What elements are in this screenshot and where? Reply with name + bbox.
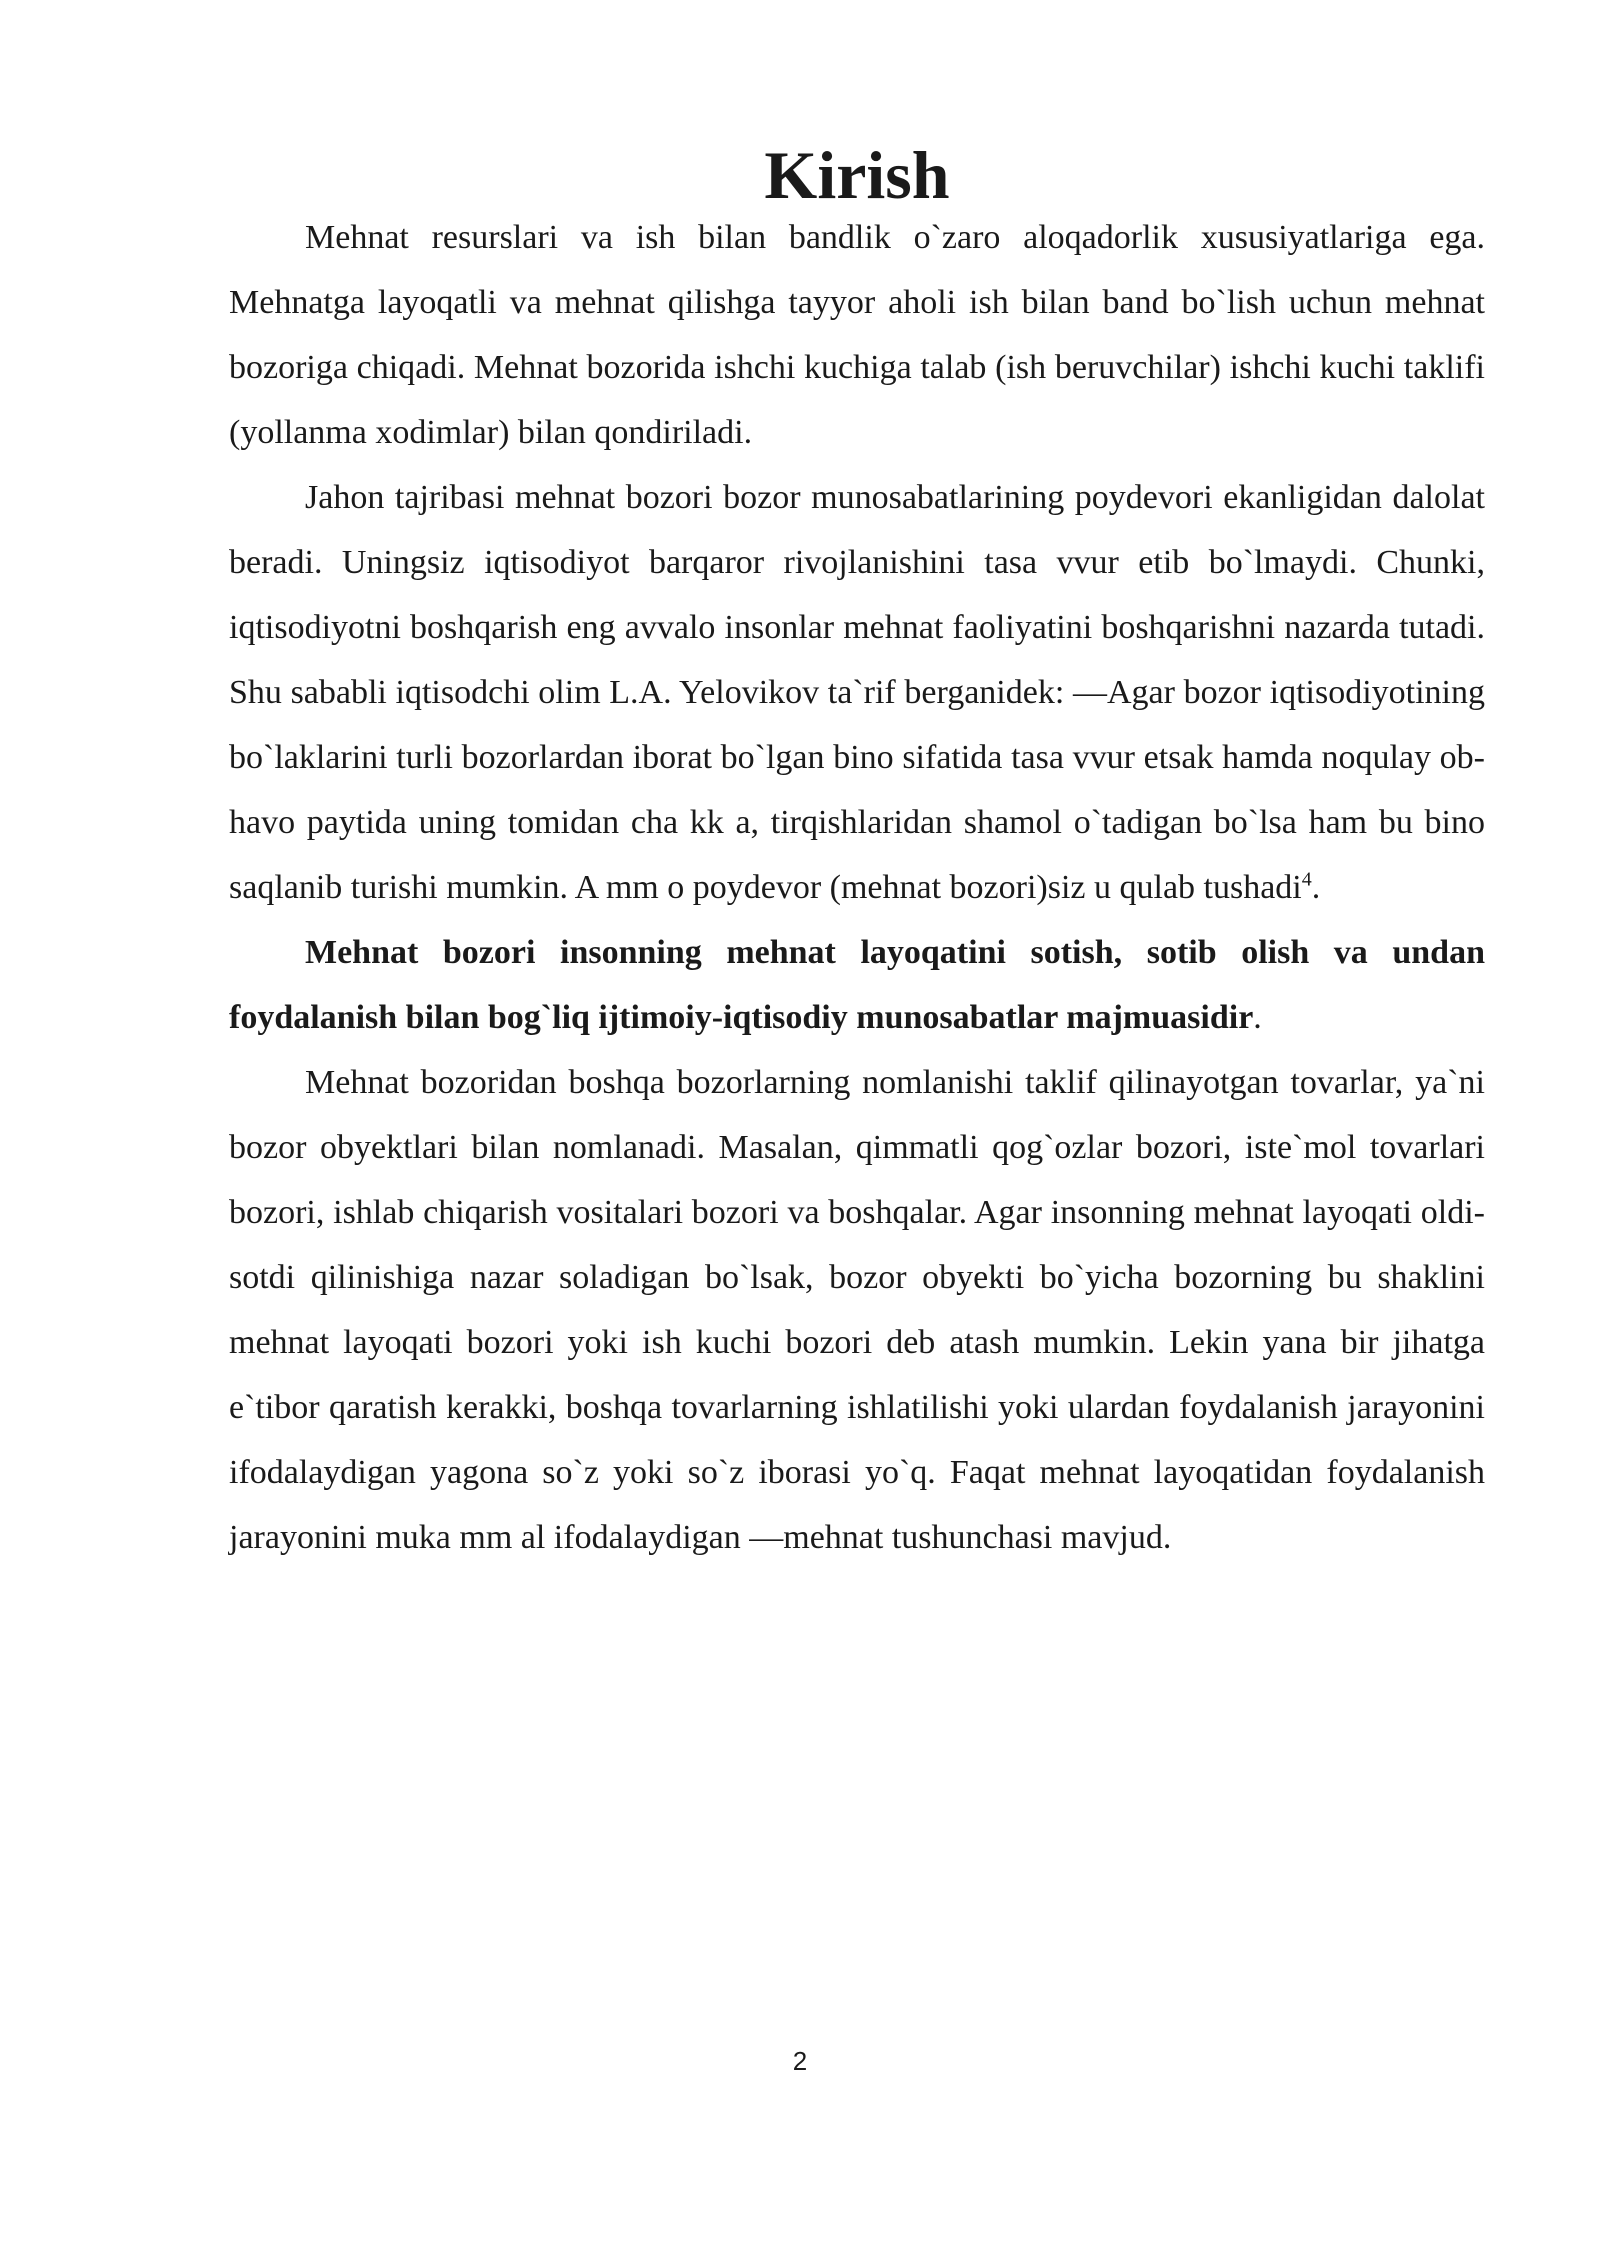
- footnote-reference[interactable]: 4: [1301, 868, 1312, 891]
- paragraph-4-text: Mehnat bozoridan boshqa bozorlarning nomlanishi taklif qilinayotgan tovarlar, ya`ni bozor obyektlari bilan nomlanadi. Masalan, qimmatli qog`ozlar bozori, iste`mol tovarlari bozori, ishlab chiqarish vositalari bozori va boshqalar. Agar insonning mehnat layoqati oldi-sotdi qilinishiga nazar soladigan bo`lsak, bozor obyekti bo`yicha bozorning bu shaklini mehnat layoqati bozori yoki ish kuchi bozori deb atash mumkin. Lekin yana bir jihatga e`tibor qaratish kerakki, boshqa tovarlarning ishlatilishi yoki ulardan foydalanish jarayonini ifodalaydigan yagona so`z yoki so`z iborasi yo`q. Faqat mehnat layoqatidan foydalanish jarayonini muka mm al ifodalaydigan —mehnat tushunchasi mavjud.: [229, 1064, 1485, 1556]
- paragraph-2-end: .: [1311, 869, 1321, 906]
- paragraph-2: [229, 465, 1485, 920]
- page-number: 2: [792, 2046, 808, 2076]
- paragraph-1-text: Mehnat resurslari va ish bilan bandlik o`zaro aloqadorlik xususiyatlariga ega. Mehnatga layoqatli va mehnat qilishga tayyor aholi ish bilan band bo`lish uchun mehnat bozoriga chiqadi. Mehnat bozorida ishchi kuchiga talab (ish beruvchilar) ishchi kuchi taklifi (yollanma xodimlar) bilan qondiriladi.: [229, 219, 1485, 451]
- definition-paragraph: [229, 920, 1485, 1050]
- definition-text: Mehnat bozori insonning mehnat layoqatini sotish, sotib olish va undan foydalanish bilan bog`liq ijtimoiy-iqtisodiy munosabatlar majmuasidir: [229, 934, 1485, 1036]
- definition-end: .: [1253, 999, 1262, 1036]
- paragraph-4: [229, 1050, 1485, 1570]
- document-title: Kirish: [764, 137, 950, 213]
- paragraph-2-text: Jahon tajribasi mehnat bozori bozor munosabatlarining poydevori ekanligidan dalolat beradi. Uningsiz iqtisodiyot barqaror rivojlanishini tasa vvur etib bo`lmaydi. Chunki, iqtisodiyotni boshqarish eng avvalo insonlar mehnat faoliyatini boshqarishni nazarda tutadi. Shu sababli iqtisodchi olim L.A. Yelovikov ta`rif berganidek: —Agar bozor iqtisodiyotining bo`laklarini turli bozorlardan iborat bo`lgan bino sifatida tasa vvur etsak hamda noqulay ob-havo paytida uning tomidan cha kk a, tirqishlaridan shamol o`tadigan bo`lsa ham bu bino saqlanib turishi mumkin. A mm o poydevor (mehnat bozori)siz u qulab tushadi: [229, 479, 1485, 906]
- document-body: [229, 137, 1485, 1570]
- paragraph-1: [229, 205, 1485, 465]
